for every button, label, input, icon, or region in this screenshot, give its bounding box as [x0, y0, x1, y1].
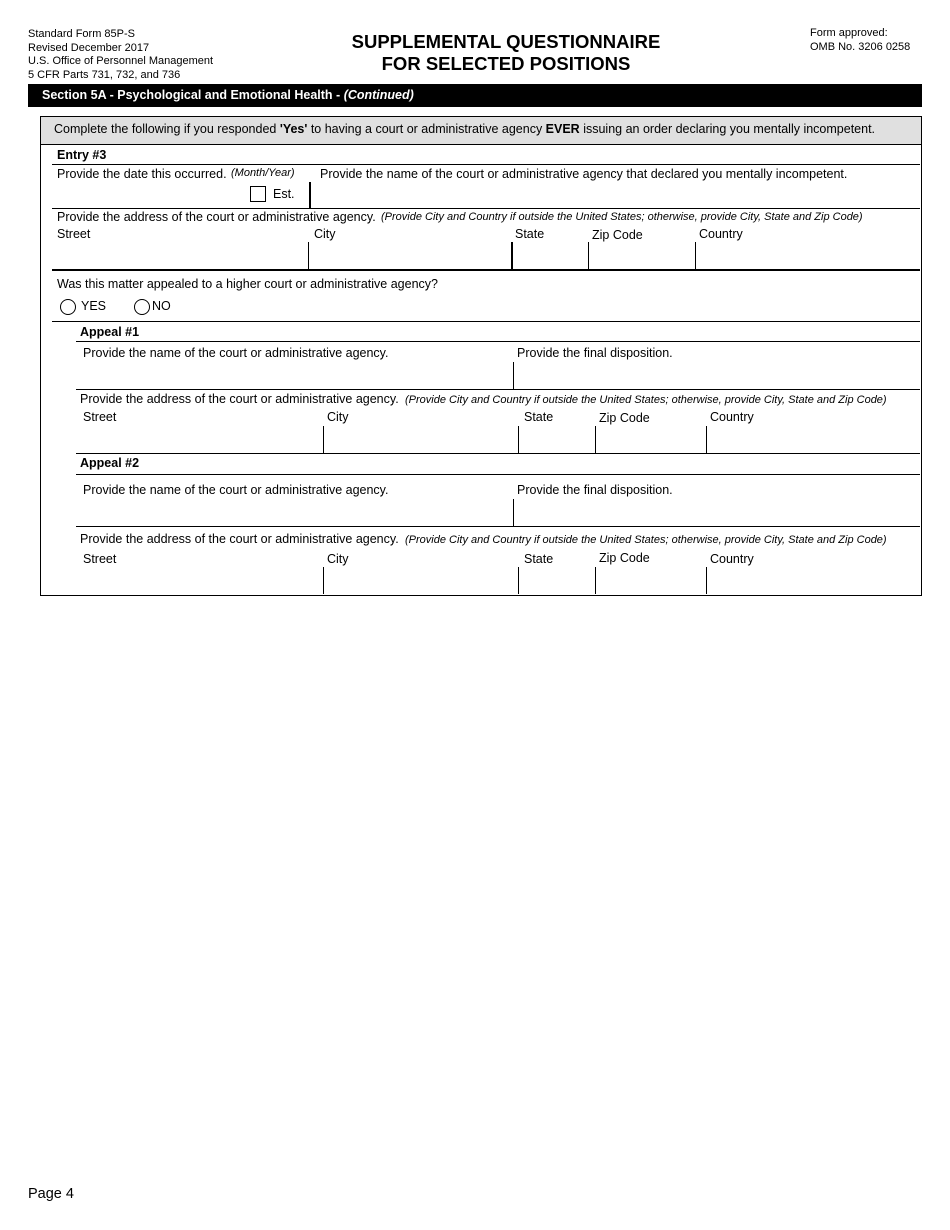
appeal-1-disposition-label: Provide the final disposition.	[517, 346, 673, 360]
appeal-2-country-input[interactable]	[707, 567, 919, 593]
city-input[interactable]	[309, 242, 510, 269]
instruction-part-2: to having a court or administrative agency	[307, 122, 546, 136]
appeal-1-name-label: Provide the name of the court or administrative agency.	[83, 346, 389, 360]
divider	[52, 208, 920, 209]
appeal-2-address-hint: (Provide City and Country if outside the United States; otherwise, provide City, State and Zip Code)	[405, 534, 887, 546]
appeal-1-zip-input[interactable]	[596, 426, 705, 453]
appeal-2-zip-input[interactable]	[596, 567, 705, 593]
appeal-1-city-input[interactable]	[324, 426, 517, 453]
street-label: Street	[57, 227, 91, 241]
omb-approval	[810, 27, 910, 54]
appeal-1-zip-label: Zip Code	[599, 411, 650, 425]
entry-title: Entry #3	[57, 148, 107, 162]
title-line-2: FOR SELECTED POSITIONS	[381, 53, 631, 74]
appeal-1-state-label: State	[524, 410, 554, 424]
divider	[76, 389, 920, 390]
no-label: NO	[152, 299, 171, 313]
form-identifier	[28, 28, 213, 82]
address-label: Provide the address of the court or administrative agency.	[57, 210, 376, 224]
divider	[76, 453, 920, 454]
state-label: State	[515, 227, 545, 241]
date-label: Provide the date this occurred.	[57, 167, 227, 181]
appeal-1-state-input[interactable]	[519, 426, 594, 453]
approval-line-2: OMB No. 3206 0258	[810, 40, 911, 53]
appeal-1-country-input[interactable]	[707, 426, 919, 453]
page-number: Page 4	[28, 1186, 74, 1202]
appeal-1-country-label: Country	[710, 410, 754, 424]
appeal-2-disposition-input[interactable]	[514, 499, 919, 526]
divider	[52, 164, 920, 165]
instruction-part-1: Complete the following if you responded	[54, 122, 280, 136]
court-name-label: Provide the name of the court or administrative agency that declared you mentally incompetent.	[320, 167, 848, 181]
country-label: Country	[699, 227, 743, 241]
form-revision: Revised December 2017	[28, 41, 150, 54]
zip-input[interactable]	[589, 242, 694, 269]
appeal-2-address-label: Provide the address of the court or administrative agency.	[80, 532, 399, 546]
appeal-1-address-label: Provide the address of the court or administrative agency.	[80, 392, 399, 406]
est-label: Est.	[273, 187, 295, 201]
appeal-1-city-label: City	[327, 410, 349, 424]
appeal-2-city-input[interactable]	[324, 567, 517, 593]
country-input[interactable]	[696, 242, 919, 269]
appeal-2-street-input[interactable]	[76, 567, 322, 593]
appeal-2-country-label: Country	[710, 552, 754, 566]
section-continued: (Continued)	[343, 88, 414, 102]
date-hint: (Month/Year)	[231, 167, 295, 179]
appeal-1-street-label: Street	[83, 410, 117, 424]
street-input[interactable]	[52, 242, 307, 269]
form-number: Standard Form 85P-S	[28, 28, 135, 40]
section-title: Section 5A - Psychological and Emotional Health -	[42, 88, 344, 102]
yes-label: YES	[81, 299, 107, 313]
divider	[76, 474, 920, 475]
appeal-1-address-hint: (Provide City and Country if outside the United States; otherwise, provide City, State and Zip Code)	[405, 394, 887, 406]
section-header	[28, 84, 922, 107]
appeal-2-street-label: Street	[83, 552, 117, 566]
appeal-question: Was this matter appealed to a higher court or administrative agency?	[57, 277, 438, 291]
instruction-yes: 'Yes'	[279, 122, 308, 136]
appeal-2-name-input[interactable]	[76, 499, 512, 526]
appeal-2-disposition-label: Provide the final disposition.	[517, 483, 673, 497]
approval-line-1: Form approved:	[810, 27, 888, 39]
appeal-2-city-label: City	[327, 552, 349, 566]
form-title	[300, 31, 712, 75]
title-line-1: SUPPLEMENTAL QUESTIONNAIRE	[351, 31, 661, 52]
yes-radio[interactable]	[60, 299, 76, 315]
court-name-input[interactable]	[311, 182, 919, 207]
instruction-part-3: issuing an order declaring you mentally incompetent.	[579, 122, 876, 136]
appeal-2-title: Appeal #2	[80, 456, 140, 470]
divider	[76, 526, 920, 527]
appeal-1-name-input[interactable]	[76, 362, 512, 389]
instruction-bar	[41, 117, 921, 145]
appeal-1-street-input[interactable]	[76, 426, 322, 453]
zip-label: Zip Code	[592, 228, 643, 242]
appeal-2-name-label: Provide the name of the court or administrative agency.	[83, 483, 389, 497]
form-agency: U.S. Office of Personnel Management	[28, 55, 214, 67]
divider	[52, 321, 920, 322]
estimated-checkbox[interactable]	[250, 186, 266, 202]
date-input[interactable]	[52, 180, 248, 207]
city-label: City	[314, 227, 336, 241]
address-hint: (Provide City and Country if outside the United States; otherwise, provide City, State and Zip Code)	[381, 211, 863, 223]
appeal-2-state-label: State	[524, 552, 554, 566]
appeal-1-disposition-input[interactable]	[514, 362, 919, 389]
appeal-1-title: Appeal #1	[80, 325, 140, 339]
instruction-ever: EVER	[545, 122, 580, 136]
appeal-2-zip-label: Zip Code	[599, 551, 650, 565]
divider	[76, 341, 920, 342]
divider	[52, 269, 920, 271]
state-input[interactable]	[513, 242, 587, 269]
appeal-2-state-input[interactable]	[519, 567, 594, 593]
no-radio[interactable]	[134, 299, 150, 315]
form-cfr: 5 CFR Parts 731, 732, and 736	[28, 68, 181, 81]
